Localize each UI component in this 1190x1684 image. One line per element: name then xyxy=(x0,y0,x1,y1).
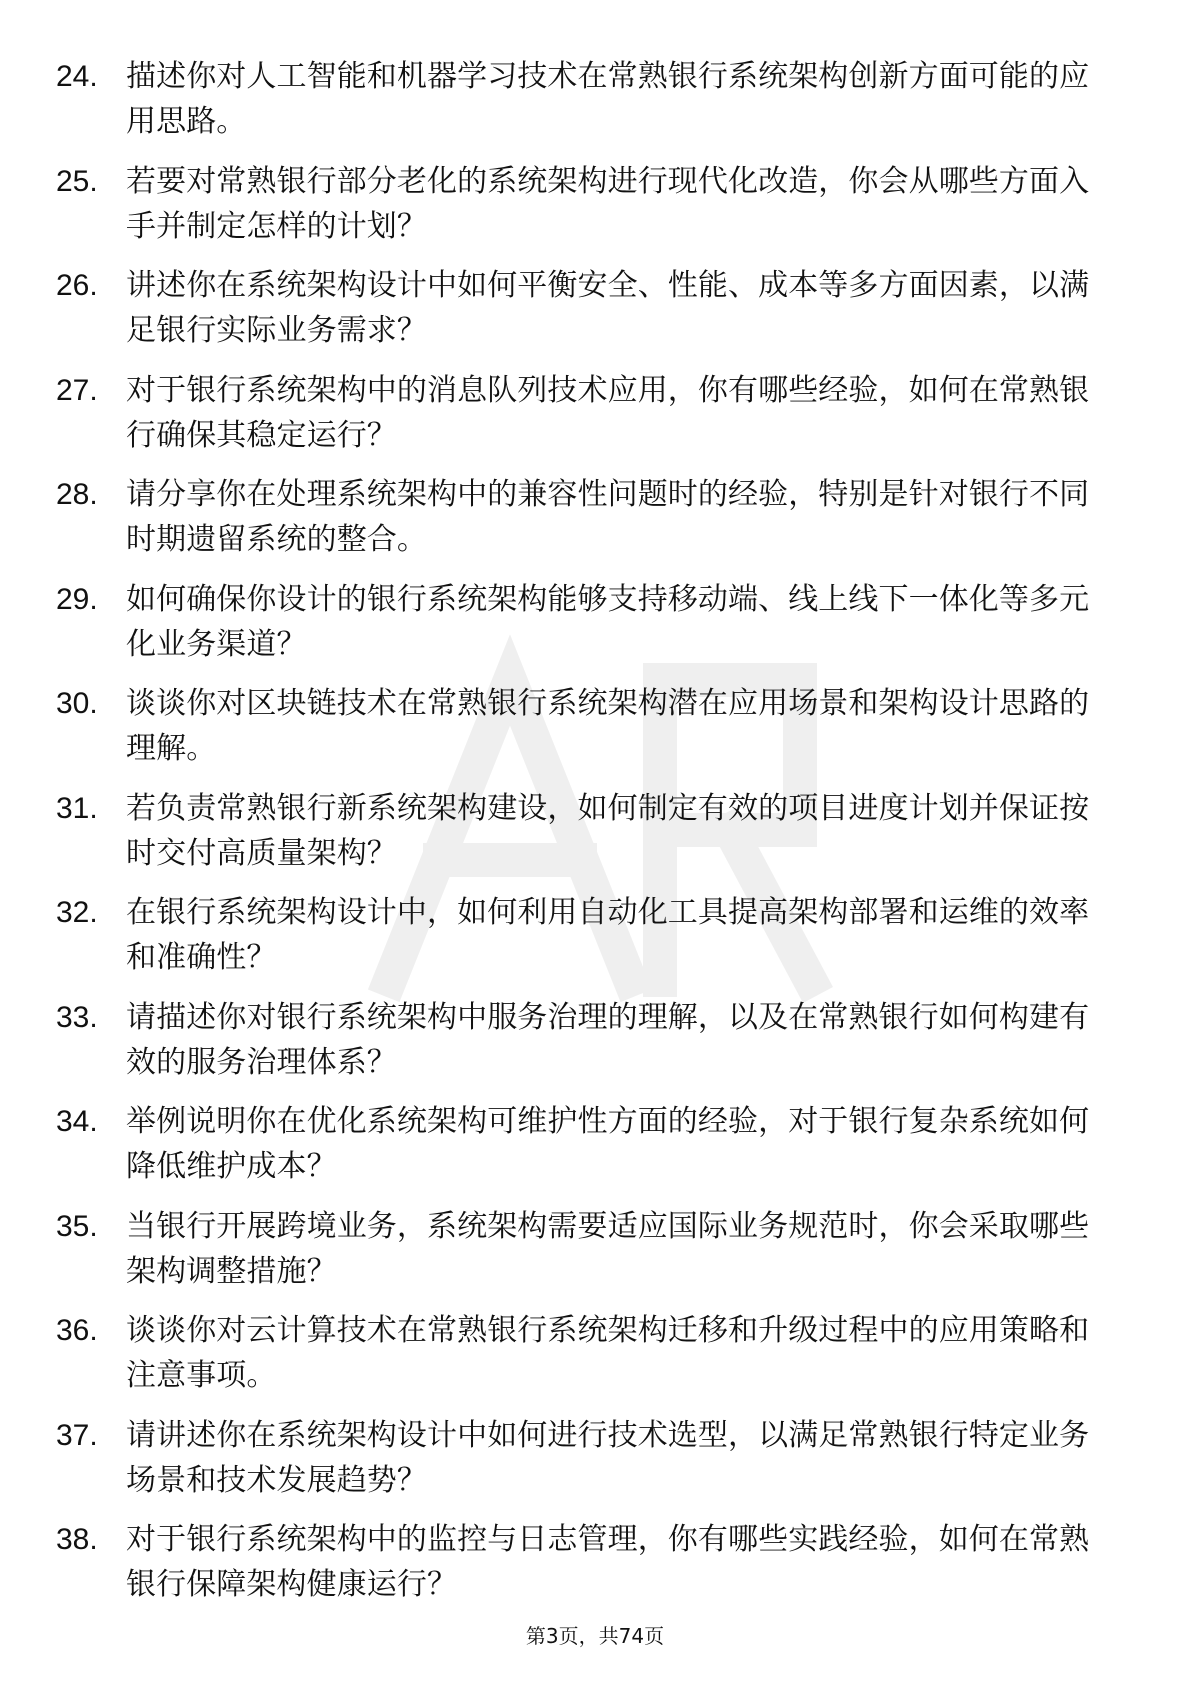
question-item xyxy=(56,890,1116,980)
question-item xyxy=(56,1517,1116,1607)
question-item xyxy=(56,159,1116,249)
question-number: 27. xyxy=(56,373,98,407)
question-item xyxy=(56,1308,1116,1398)
question-text: 请分享你在处理系统架构中的兼容性问题时的经验，特别是针对银行不同时期遗留系统的整合。 xyxy=(126,477,1090,557)
question-item xyxy=(56,1099,1116,1189)
question-item xyxy=(56,54,1116,144)
question-text: 若负责常熟银行新系统架构建设，如何制定有效的项目进度计划并保证按时交付高质量架构？ xyxy=(126,790,1090,871)
question-number: 24. xyxy=(56,60,98,93)
question-number: 31. xyxy=(56,791,98,825)
question-number: 29. xyxy=(56,582,98,616)
question-number: 34. xyxy=(56,1105,98,1138)
question-number: 37. xyxy=(56,1418,98,1452)
question-item xyxy=(56,1413,1116,1503)
question-text: 当银行开展跨境业务，系统架构需要适应国际业务规范时，你会采取哪些架构调整措施？ xyxy=(126,1208,1090,1289)
question-text: 在银行系统架构设计中，如何利用自动化工具提高架构部署和运维的效率和准确性？ xyxy=(126,895,1090,975)
question-item xyxy=(56,681,1116,771)
question-text: 对于银行系统架构中的监控与日志管理，你有哪些实践经验，如何在常熟银行保障架构健康运行？ xyxy=(126,1522,1090,1602)
question-number: 38. xyxy=(56,1523,98,1556)
question-number: 33. xyxy=(56,1000,98,1034)
question-number: 30. xyxy=(56,687,98,720)
question-list xyxy=(56,54,1116,1622)
question-text: 举例说明你在优化系统架构可维护性方面的经验，对于银行复杂系统如何降低维护成本？ xyxy=(126,1104,1090,1184)
question-number: 35. xyxy=(56,1209,98,1243)
question-text: 描述你对人工智能和机器学习技术在常熟银行系统架构创新方面可能的应用思路。 xyxy=(126,59,1090,139)
question-text: 如何确保你设计的银行系统架构能够支持移动端、线上线下一体化等多元化业务渠道？ xyxy=(126,581,1090,662)
question-number: 28. xyxy=(56,478,98,511)
question-item xyxy=(56,472,1116,562)
question-item xyxy=(56,577,1116,667)
question-number: 36. xyxy=(56,1314,98,1347)
question-text: 请描述你对银行系统架构中服务治理的理解，以及在常熟银行如何构建有效的服务治理体系？ xyxy=(126,999,1090,1080)
question-number: 32. xyxy=(56,896,98,929)
question-item xyxy=(56,1204,1116,1294)
question-text: 请讲述你在系统架构设计中如何进行技术选型，以满足常熟银行特定业务场景和技术发展趋势？ xyxy=(126,1417,1090,1498)
question-text: 谈谈你对区块链技术在常熟银行系统架构潜在应用场景和架构设计思路的理解。 xyxy=(126,686,1090,766)
page-number-footer: 第3页，共74页 xyxy=(525,1624,665,1648)
question-item xyxy=(56,263,1116,353)
question-text: 讲述你在系统架构设计中如何平衡安全、性能、成本等多方面因素，以满足银行实际业务需求？ xyxy=(126,268,1090,348)
question-item xyxy=(56,368,1116,458)
question-number: 26. xyxy=(56,269,98,302)
question-text: 若要对常熟银行部分老化的系统架构进行现代化改造，你会从哪些方面入手并制定怎样的计划？ xyxy=(126,163,1090,244)
question-item xyxy=(56,995,1116,1085)
question-item xyxy=(56,786,1116,876)
question-text: 谈谈你对云计算技术在常熟银行系统架构迁移和升级过程中的应用策略和注意事项。 xyxy=(126,1313,1090,1393)
question-text: 对于银行系统架构中的消息队列技术应用，你有哪些经验，如何在常熟银行确保其稳定运行？ xyxy=(126,372,1090,453)
question-number: 25. xyxy=(56,164,98,198)
